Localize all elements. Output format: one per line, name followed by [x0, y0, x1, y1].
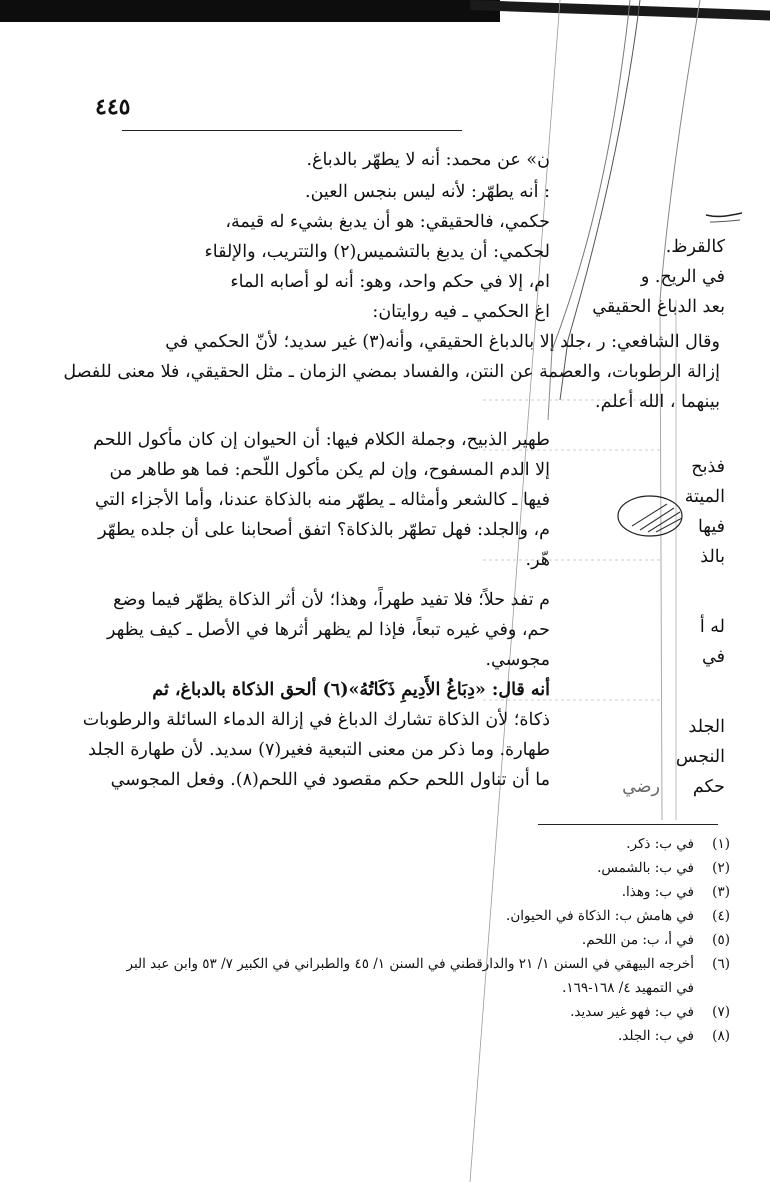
footnote	[127, 952, 731, 976]
text-line: ما أن تناول اللحم حكم مقصود في اللحم(٨). وفعل المجوسي	[110, 770, 550, 790]
footnote-number: (٤)	[712, 908, 730, 924]
footnote-number: (٦)	[712, 956, 730, 972]
footnote-text: في التمهيد ٤/ ١٦٨-١٦٩.	[562, 980, 694, 996]
footnote-number: (٢)	[712, 860, 730, 876]
footnote	[626, 832, 730, 856]
margin-fragment: النجس	[675, 747, 725, 767]
text-line-hadith: أنه قال: «دِبَاغُ الأَدِيمِ ذَكَاتُهُ»(٦) ألحق الذكاة بالدباغ، ثم	[152, 680, 550, 700]
footnote	[582, 928, 730, 952]
footnote-text: أخرجه البيهقي في السنن ١/ ٢١ والدارقطني في السنن ١/ ٤٥ والطبراني في الكبير ٧/ ٥٣ وابن عبد البر	[126, 956, 694, 972]
margin-fragment: فيها	[697, 517, 725, 537]
footnote-number: (٥)	[712, 932, 730, 948]
footnote-number: (٧)	[712, 1004, 730, 1020]
text-line: وقال الشافعي: ر ،جلد إلا بالدباغ الحقيقي، وأنه(٣) غير سديد؛ لأنّ الحكمي في	[165, 332, 720, 352]
footnote-text: في أ، ب: من اللحم.	[581, 932, 694, 948]
text-line: اغ الحكمي ـ فيه روايتان:	[372, 302, 550, 322]
page-top-edge-shadow-right	[470, 0, 770, 20]
margin-fragment: له أ	[699, 617, 725, 637]
text-line: لحكمي: أن يدبغ بالتشميس(٢) والتتريب، والإلقاء	[204, 242, 550, 262]
header-rule	[122, 130, 462, 131]
footnote-rule	[538, 824, 718, 825]
page-top-edge-shadow	[0, 0, 500, 22]
footnote-text: في ب: الجلد.	[618, 1028, 694, 1044]
margin-fragment: بعد الدباغ الحقيقي	[592, 297, 725, 317]
footnote-text: في ب: فهو غير سديد.	[570, 1004, 694, 1020]
text-line: ذكاة؛ لأن الذكاة تشارك الدباغ في إزالة الدماء السائلة والرطوبات	[82, 710, 550, 730]
footnote	[570, 1000, 730, 1024]
margin-fragment: رضي	[622, 777, 660, 797]
margin-fragment: في	[702, 647, 725, 667]
text-line: ن» عن محمد: أنه لا يطهّر بالدباغ.	[306, 150, 550, 170]
text-line: بينهما ، الله أعلم.	[595, 392, 720, 412]
footnote-number: (٨)	[712, 1028, 730, 1044]
text-line: م تفد حلاً؛ فلا تفيد طهراً، وهذا؛ لأن أثر الذكاة يظهّر فيما وضع	[113, 590, 550, 610]
footnote	[506, 904, 730, 928]
text-line: هّر.	[525, 550, 550, 570]
margin-fragment: الميتة	[684, 487, 725, 507]
margin-fragment: فذبح	[691, 457, 725, 477]
text-line: إزالة الرطوبات، والعصمة عن النتن، والفساد بمضي الزمان ـ مثل الحقيقي، فلا معنى للفصل	[63, 362, 720, 382]
text-line: طهارة. وما ذكر من معنى التبعية فغير(٧) سديد. لأن طهارة الجلد	[88, 740, 550, 760]
footnote	[622, 880, 730, 904]
ink-scribble-mark	[612, 486, 692, 546]
text-line: ام، إلا في حكم واحد، وهو: أنه لو أصابه الماء	[230, 272, 550, 292]
page-number: ٤٤٥	[95, 94, 131, 120]
footnote	[597, 856, 730, 880]
footnote	[562, 976, 730, 1000]
text-line: حكمي، فالحقيقي: هو أن يدبغ بشيء له قيمة،	[225, 212, 550, 232]
footnote	[618, 1024, 730, 1048]
text-line: فيها ـ كالشعر وأمثاله ـ يطهّر منه بالذكاة عندنا، وأما الأجزاء التي	[95, 490, 550, 510]
text-line: مجوسي.	[485, 650, 550, 670]
text-line: طهير الذبيح، وجملة الكلام فيها: أن الحيوان إن كان مأكول اللحم	[93, 430, 550, 450]
margin-fragment: الجلد	[688, 717, 725, 737]
text-line: إلا الدم المسفوح، وإن لم يكن مأكول اللّحم: فما هو طاهر من	[109, 460, 550, 480]
footnote-text: في ب: بالشمس.	[597, 860, 694, 876]
footnote-text: في هامش ب: الذكاة في الحيوان.	[506, 908, 694, 924]
margin-fragment: كالقرظ.	[665, 237, 725, 257]
margin-fragment: حكم	[692, 777, 725, 797]
footnote-text: في ب: ذكر.	[626, 836, 694, 852]
text-line: م، والجلد: فهل تطهّر بالذكاة؟ اتفق أصحابنا على أن جلده يطهّر	[98, 520, 550, 540]
footnote-number: (١)	[712, 836, 730, 852]
footnote-number: (٣)	[712, 884, 730, 900]
text-line: حم، وفي غيره تبعاً، فإذا لم يظهر أثرها في الأصل ـ كيف يظهر	[106, 620, 550, 640]
text-line: : أنه يطهّر: لأنه ليس بنجس العين.	[305, 182, 550, 202]
margin-fragment: بالذ	[700, 547, 725, 567]
footnote-text: في ب: وهذا.	[621, 884, 694, 900]
margin-fragment: في الريح. و	[640, 267, 725, 287]
